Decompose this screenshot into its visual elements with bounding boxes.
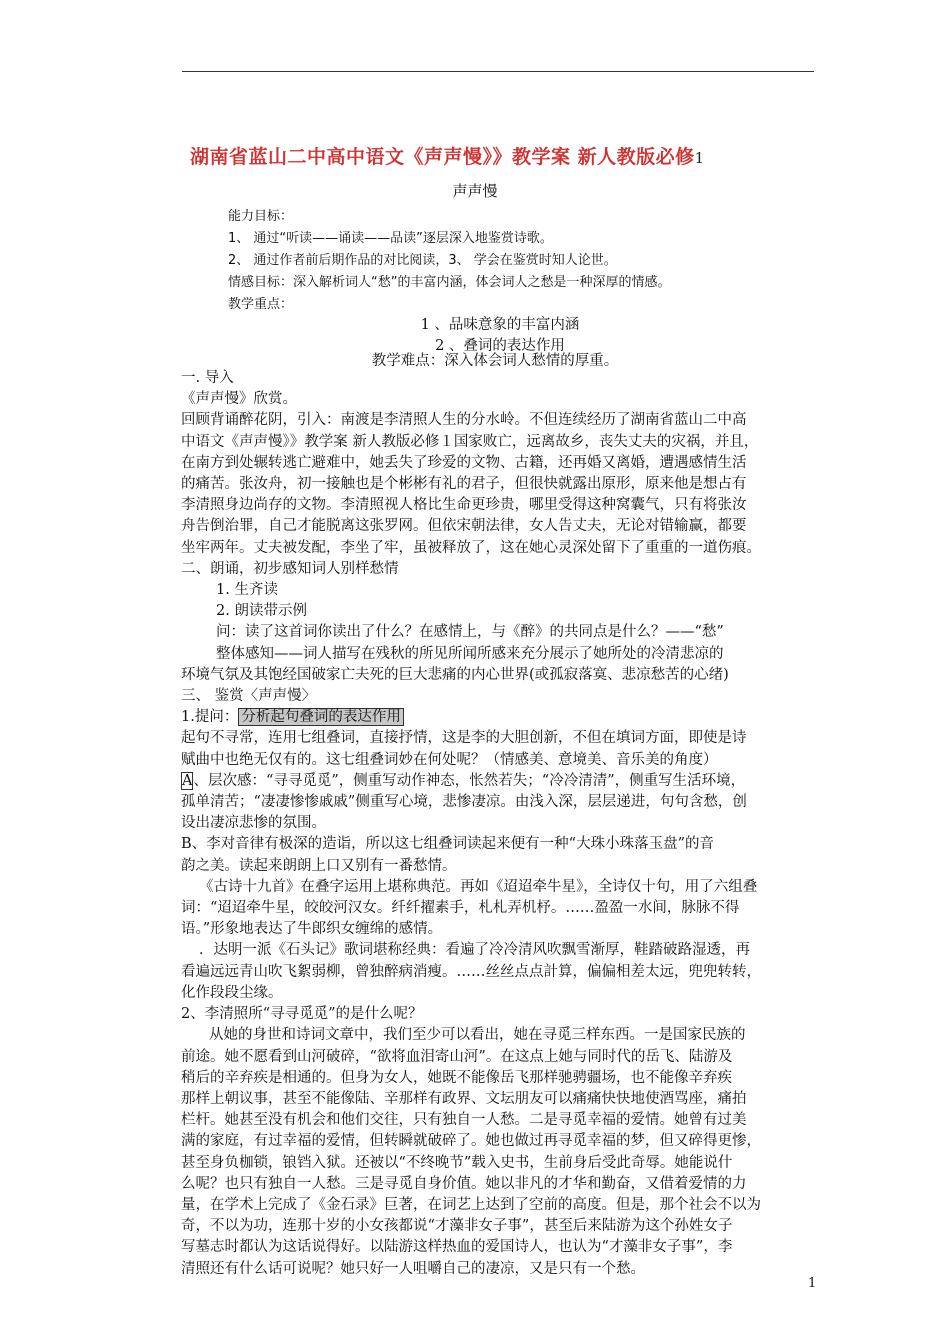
poem-title: 声声慢 — [452, 182, 498, 200]
paragraph-line: 从她的身世和诗词文章中，我们至少可以看出，她在寻觅三样东西。一是国家民族的 — [209, 1027, 746, 1044]
paragraph-line: 前途。她不愿看到山河破碎，“欲将血泪寄山河”。在这点上她与同时代的岳飞、陆游及 — [181, 1048, 733, 1065]
paragraph-line: 孤单清苦；“凄凄惨惨戚戚”侧重写心境，悲惨凄凉。由浅入深，层层递进，句句含愁，创 — [181, 794, 747, 811]
page-number: 1 — [808, 1276, 817, 1291]
paragraph-line: 栏杆。她甚至没有机会和他们交往，只有独自一人愁。二是寻觅幸福的爱情。她曾有过美 — [181, 1112, 747, 1129]
paragraph-line: 么呢？也只有独自一人愁。三是寻觅自身价值。她以非凡的才华和勤奋，又借着爱情的力 — [181, 1175, 747, 1192]
paragraph-line: 奇，不以为功，连那十岁的小女孩都说“才藻非女子事”，甚至后来陆游为这个孙姓女子 — [181, 1218, 733, 1235]
question-1-highlight: 分析起句叠词的表达作用 — [238, 708, 404, 726]
section-heading-recite: 二、朗诵，初步感知词人别样愁情 — [181, 560, 399, 577]
paragraph-line — [181, 771, 821, 792]
document-title-number: 1 — [694, 149, 705, 167]
paragraph-line: 设出凄凉悲惨的氛围。 — [181, 815, 326, 832]
paragraph-line: 在南方到处辗转逃亡避难中，她丢失了珍爱的文物、古籍，还再婚又离婚，遭遇感情生活 — [181, 454, 747, 471]
paragraph-line: 《古诗十九首》在叠字运用上堪称典范。再如《迢迢牵牛星》，全诗仅十句，用了六组叠 — [199, 878, 758, 895]
paragraph-line: 看遍远远青山吹飞絮弱柳，曾独醉病消瘦。……丝丝点点計算，偏偏相差太远，兜兜转转， — [181, 963, 761, 980]
paragraph-line: 赋曲中也绝无仅有的。这七组叠词妙在何处呢？（情感美、意境美、音乐美的角度） — [181, 751, 718, 768]
key-point-1: 1 、品味意象的丰富内涵 — [420, 317, 580, 333]
ability-goal-item-2: 2、 通过作者前后期作品的对比阅读，3、 学会在鉴赏时知人论世。 — [228, 253, 617, 268]
teaching-difficulty: 教学难点：深入体会词人愁情的厚重。 — [371, 353, 619, 369]
paragraph-line: 那样上朝议事，甚至不能像陆、辛那样有政界、文坛朋友可以痛痛快快地使酒骂座，痛拍 — [181, 1090, 747, 1107]
document-title — [190, 142, 830, 169]
paragraph-line: 的痛苦。张汝舟，初一接触也是个彬彬有礼的君子，但很快就露出原形，原来他是想占有 — [181, 476, 747, 493]
paragraph-line: 回顾背诵醉花阴，引入：南渡是李清照人生的分水岭。不但连续经历了湖南省蓝山二中高 — [181, 412, 747, 429]
paragraph-line: 写墓志时都认为这话说得好。以陆游这样热血的爱国诗人，也认为“才藻非女子事”，李 — [181, 1239, 733, 1256]
paragraph-line: ．达明一派《石头记》歌词堪称经典：看遍了冷冷清风吹飘雪渐厚，鞋踏破路湿透，再 — [199, 942, 750, 959]
emotion-goal: 情感目标：深入解析词人“愁”的丰富内涵，体会词人之愁是一种深厚的情感。 — [228, 275, 671, 290]
paragraph-line: 李清照身边尚存的文物。李清照视人格比生命更珍贵，哪里受得这种窝囊气，只有将张汝 — [181, 497, 747, 514]
paragraph-line: 词：“迢迢牵牛星，皎皎河汉女。纤纤擢素手，札札弄机杼。……盈盈一水间，脉脉不得 — [181, 900, 740, 917]
header-rule — [182, 71, 814, 72]
paragraph-line: 起句不寻常，连用七组叠词，直接抒情，这是李的大胆创新，不但在填词方面，即使是诗 — [181, 730, 747, 747]
paragraph-line: B、李对音律有极深的造诣，所以这七组叠词读起来便有一种“大珠小珠落玉盘”的音 — [181, 836, 714, 853]
key-point-2: 2 、叠词的表达作用 — [435, 338, 565, 354]
question-1-prefix: 1.提问： — [181, 709, 239, 726]
lesson-body — [181, 368, 821, 1280]
key-points-label: 教学重点： — [228, 297, 294, 312]
ability-goal-item-1: 1、 通过“听读——诵读——品读”逐层深入地鉴赏诗歌。 — [228, 231, 553, 246]
question-1 — [181, 707, 821, 728]
section-heading-appreciate: 三、 鉴赏〈声声慢〉 — [181, 688, 317, 705]
document-title-text: 湖南省蓝山二中高中语文《声声慢》》教学案 新人教版必修 — [190, 146, 695, 168]
paragraph-line: 《声声慢》欣赏。 — [181, 391, 297, 408]
paragraph-line: 语。”形象地表达了牛郎织女缠绵的感情。 — [181, 921, 443, 938]
paragraph-line: 环境气氛及其饱经国破家亡夫死的巨大悲痛的内心世界(或孤寂落寞、悲凉愁苦的心绪) — [181, 666, 729, 683]
ability-goal-label: 能力目标： — [228, 209, 294, 224]
paragraph-line: 中语文《声声慢》》教学案 新人教版必修１国家败亡，远离故乡，丧失丈夫的灾祸，并且， — [181, 433, 759, 450]
list-item: 1. 生齐读 — [216, 582, 278, 599]
section-heading-intro: 一. 导入 — [181, 370, 234, 386]
point-a-marker: A — [182, 772, 193, 789]
paragraph-line: 整体感知——词人描写在残秋的所见所闻所感来充分展示了她所处的冷清悲凉的 — [216, 645, 724, 662]
paragraph-line: 清照还有什么话可说呢？她只好一人咀嚼自己的凄凉，又是只有一个愁。 — [181, 1260, 645, 1277]
paragraph-line: 满的家庭，有过幸福的爱情，但转瞬就破碎了。她也做过再寻觅幸福的梦，但又碎得更惨， — [181, 1133, 761, 1150]
paragraph-line: 坐牢两年。丈夫被发配，李坐了牢，虽被释放了，这在她心灵深处留下了重重的一道伤痕。 — [181, 539, 761, 556]
question-2: 2、李清照所“寻寻觅觅”的是什么呢？ — [181, 1006, 423, 1023]
paragraph-line: 化作段段尘缘。 — [181, 984, 283, 1001]
paragraph-line: 舟告倒治罪，自己才能脱离这张罗网。但依宋朝法律，女人告丈夫，无论对错输赢，都要 — [181, 518, 747, 535]
paragraph-line: 甚至身负枷锁，锒铛入狱。还被以“不终晚节”载入史书，生前身后受此奇辱。她能说什 — [181, 1154, 733, 1171]
list-item: 2. 朗读带示例 — [216, 603, 307, 620]
paragraph-text: 、层次感：“寻寻觅觅”，侧重写动作神态，怅然若失；“冷冷清清”，侧重写生活环境， — [193, 772, 746, 789]
paragraph-line: 量，在学术上完成了《金石录》巨著，在词艺上达到了空前的高度。但是，那个社会不以为 — [181, 1196, 761, 1213]
paragraph-line: 稍后的辛弃疾是相通的。但身为女人，她既不能像岳飞那样驰骋疆场，也不能像辛弃疾 — [181, 1069, 732, 1086]
paragraph-line: 问：读了这首词你读出了什么？在感情上，与《醉》的共同点是什么？——“愁” — [216, 624, 724, 641]
paragraph-line: 韵之美。读起来朗朗上口又别有一番愁情。 — [181, 857, 457, 874]
